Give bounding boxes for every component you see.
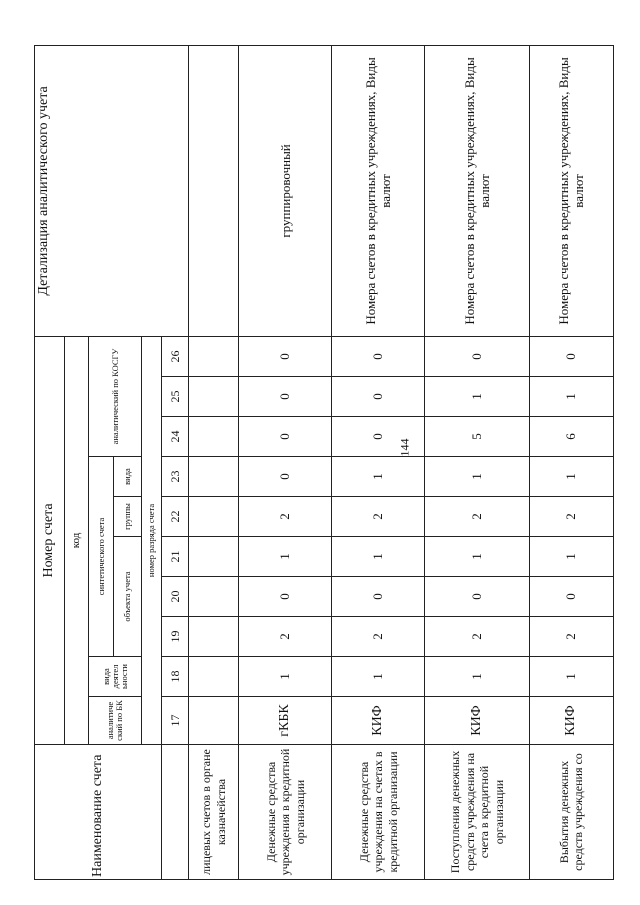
code-cell: 1 bbox=[332, 657, 425, 697]
header-detail-col: Детализация аналитического учета bbox=[35, 45, 189, 336]
header-name-col: Наименование счета bbox=[35, 745, 162, 880]
code-cell: 2 bbox=[425, 497, 529, 537]
digit-cell: 24 bbox=[162, 417, 189, 457]
code-cell: КИФ bbox=[425, 697, 529, 745]
header-code: код bbox=[64, 336, 89, 744]
row-detail: Номера счетов в кредитных учреждениях, Виды валют bbox=[332, 45, 425, 336]
code-cell: 1 bbox=[239, 537, 332, 577]
code-cell: 2 bbox=[425, 617, 529, 657]
digit-cell: 25 bbox=[162, 377, 189, 417]
row-name: Поступления денежных средств учреждения на счета в кредитной организации bbox=[425, 745, 529, 880]
header-object: объекта учета bbox=[114, 537, 141, 657]
code-cell bbox=[189, 657, 239, 697]
code-cell: 2 bbox=[332, 617, 425, 657]
row-name: Денежные средства учреждения на счетах в кредитной организации bbox=[332, 745, 425, 880]
digits-blank bbox=[162, 745, 189, 880]
row-detail: Номера счетов в кредитных учреждениях, Виды валют bbox=[529, 45, 613, 336]
table-row bbox=[189, 45, 239, 879]
code-cell bbox=[189, 497, 239, 537]
code-cell: 1 bbox=[529, 537, 613, 577]
table-row bbox=[425, 45, 529, 879]
accounts-table-rotated bbox=[34, 46, 614, 880]
digit-cell: 18 bbox=[162, 657, 189, 697]
code-cell: 0 bbox=[332, 577, 425, 617]
code-cell bbox=[189, 377, 239, 417]
digit-cell: 23 bbox=[162, 457, 189, 497]
header-kosgu: аналитический по КОСГУ bbox=[89, 336, 141, 456]
code-cell: 0 bbox=[239, 577, 332, 617]
code-cell: 5 bbox=[425, 417, 529, 457]
code-cell: 1 bbox=[332, 457, 425, 497]
code-cell: 0 bbox=[332, 377, 425, 417]
code-cell: 1 bbox=[529, 377, 613, 417]
row-detail: Номера счетов в кредитных учреждениях, Виды валют bbox=[425, 45, 529, 336]
header-digit-row: номер разряда счета bbox=[141, 336, 161, 744]
code-cell bbox=[189, 336, 239, 376]
row-name: Денежные средства учреждения в кредитной организации bbox=[239, 745, 332, 880]
code-cell: 0 bbox=[332, 336, 425, 376]
code-cell: 1 bbox=[425, 537, 529, 577]
code-cell: 0 bbox=[239, 457, 332, 497]
digit-cell: 17 bbox=[162, 697, 189, 745]
code-cell: 2 bbox=[332, 497, 425, 537]
code-cell bbox=[189, 577, 239, 617]
header-synthetic: синтетического счета bbox=[89, 457, 114, 657]
code-cell: КИФ bbox=[332, 697, 425, 745]
header-number-col: Номер счета bbox=[35, 336, 65, 744]
code-cell: гКБК bbox=[239, 697, 332, 745]
page-number: 144 bbox=[397, 438, 412, 457]
digit-cell: 21 bbox=[162, 537, 189, 577]
code-cell bbox=[189, 697, 239, 745]
code-cell: 1 bbox=[425, 377, 529, 417]
code-cell bbox=[189, 617, 239, 657]
table-row bbox=[529, 45, 613, 879]
code-cell: 0 bbox=[332, 417, 425, 457]
header-group: группы bbox=[114, 497, 141, 537]
code-cell: 6 bbox=[529, 417, 613, 457]
code-cell: 0 bbox=[425, 577, 529, 617]
header-analytic-bk: аналитиче ский по БК bbox=[89, 697, 141, 745]
code-cell: 1 bbox=[529, 657, 613, 697]
row-detail: группировочный bbox=[239, 45, 332, 336]
code-cell bbox=[189, 457, 239, 497]
header-activity-type: вида деятел ьности bbox=[89, 657, 141, 697]
table-row bbox=[332, 45, 425, 879]
code-cell bbox=[189, 417, 239, 457]
row-name: лицевых счетов в органе казначейства bbox=[189, 745, 239, 880]
code-cell: 2 bbox=[529, 497, 613, 537]
code-cell: 0 bbox=[529, 336, 613, 376]
code-cell: 0 bbox=[239, 377, 332, 417]
code-cell: 1 bbox=[332, 537, 425, 577]
digit-cell: 22 bbox=[162, 497, 189, 537]
code-cell: 1 bbox=[425, 457, 529, 497]
accounts-table bbox=[34, 45, 614, 880]
code-cell bbox=[189, 537, 239, 577]
code-cell: 0 bbox=[529, 577, 613, 617]
code-cell: 1 bbox=[239, 657, 332, 697]
code-cell: 2 bbox=[239, 617, 332, 657]
code-cell: 0 bbox=[425, 336, 529, 376]
code-cell: КИФ bbox=[529, 697, 613, 745]
code-cell: 0 bbox=[239, 417, 332, 457]
digit-cell: 26 bbox=[162, 336, 189, 376]
digit-cell: 20 bbox=[162, 577, 189, 617]
header-kind: вида bbox=[114, 457, 141, 497]
digit-cell: 19 bbox=[162, 617, 189, 657]
code-cell: 2 bbox=[239, 497, 332, 537]
code-cell: 1 bbox=[529, 457, 613, 497]
table-row bbox=[239, 45, 332, 879]
code-cell: 1 bbox=[425, 657, 529, 697]
code-cell: 0 bbox=[239, 336, 332, 376]
code-cell: 2 bbox=[529, 617, 613, 657]
row-name: Выбытия денежных средств учреждения со bbox=[529, 745, 613, 880]
row-detail bbox=[189, 45, 239, 336]
